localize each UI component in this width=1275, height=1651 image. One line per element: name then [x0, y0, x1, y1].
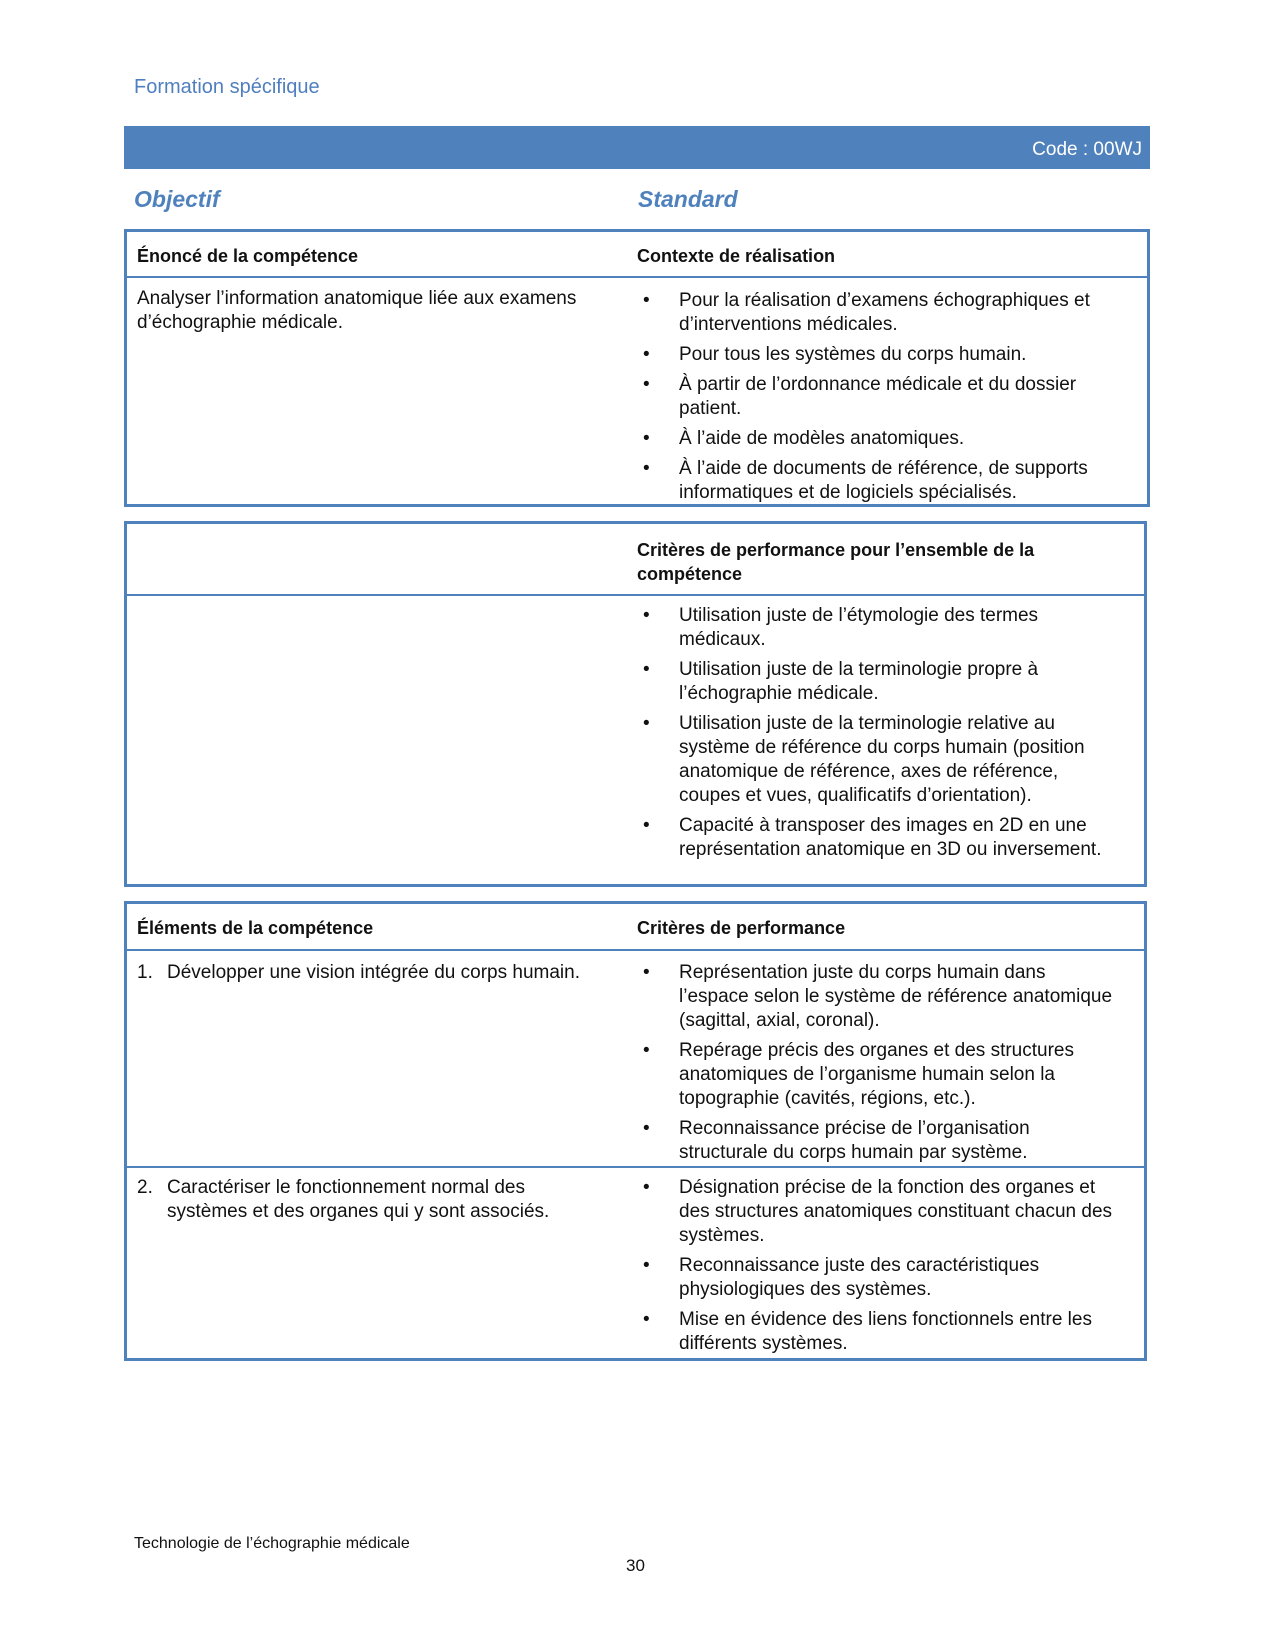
enonce-text: Analyser l’information anatomique liée aux examens d’échographie médicale. [137, 288, 577, 333]
bullet-text: Mise en évidence des liens fonctionnels entre les différents systèmes. [679, 1309, 1092, 1354]
criteres-row-2 [637, 1176, 1117, 1362]
bullet-item [637, 712, 1117, 808]
bullet-text: Utilisation juste de la terminologie propre à l’échographie médicale. [679, 659, 1039, 704]
bullet-item [637, 961, 1117, 1033]
enonce-header: Énoncé de la compétence [137, 246, 359, 266]
bullet-item [637, 658, 1117, 706]
standard-heading: Standard [638, 186, 738, 212]
bullet-text: À l’aide de modèles anatomiques. [679, 428, 965, 449]
bullet-item [637, 604, 1117, 652]
bullet-icon: • [643, 290, 650, 311]
bullet-text: Repérage précis des organes et des structures anatomiques de l’organisme humain selon la topographie (cavités, régions, etc.). [679, 1040, 1074, 1109]
bullet-list [637, 604, 1117, 862]
bullet-icon: • [643, 458, 650, 479]
bullet-list [637, 289, 1117, 505]
header-band [124, 126, 1150, 169]
bullet-icon: • [643, 1255, 650, 1276]
section-title: Formation spécifique [134, 76, 320, 98]
bullet-icon: • [643, 1118, 650, 1139]
bullet-text: À l’aide de documents de référence, de supports informatiques et de logiciels spécialisés. [679, 458, 1088, 503]
bullet-icon: • [643, 713, 650, 734]
element-1 [137, 961, 607, 985]
element-text: Développer une vision intégrée du corps humain. [167, 962, 580, 983]
element-2 [137, 1176, 607, 1224]
bullet-item [637, 289, 1117, 337]
bullet-item [637, 1117, 1117, 1165]
criteres-ensemble-header: Critères de performance pour l’ensemble de la compétence [637, 540, 1035, 584]
criteres-ensemble-list [637, 604, 1117, 868]
table-header [127, 232, 1147, 278]
element-number: 1. [137, 962, 153, 983]
bullet-item [637, 343, 1117, 367]
contexte-header: Contexte de réalisation [637, 246, 836, 266]
bullet-icon: • [643, 815, 650, 836]
objectif-heading: Objectif [134, 186, 220, 212]
bullet-text: Utilisation juste de la terminologie relative au système de référence du corps humain (position anatomique de référence, axes de référence, coupes et vues, qualificatifs d’orientation). [679, 713, 1085, 806]
bullet-icon: • [643, 1177, 650, 1198]
bullet-icon: • [643, 344, 650, 365]
bullet-icon: • [643, 374, 650, 395]
footer-program: Technologie de l’échographie médicale [134, 1535, 410, 1552]
bullet-list [637, 961, 1117, 1165]
bullet-item [637, 1176, 1117, 1248]
element-number: 2. [137, 1177, 153, 1198]
competence-code: Code : 00WJ [1032, 139, 1142, 160]
bullet-item [637, 1254, 1117, 1302]
bullet-text: Reconnaissance juste des caractéristiques physiologiques des systèmes. [679, 1255, 1040, 1300]
bullet-text: Pour la réalisation d’examens échographiques et d’interventions médicales. [679, 290, 1090, 335]
row-separator [127, 1166, 1144, 1168]
table-header [127, 524, 1144, 596]
bullet-item [637, 814, 1117, 862]
bullet-item [637, 427, 1117, 451]
bullet-item [637, 373, 1117, 421]
bullet-list [637, 1176, 1117, 1356]
bullet-item [637, 457, 1117, 505]
element-text: Caractériser le fonctionnement normal des systèmes et des organes qui y sont associés. [167, 1177, 550, 1222]
bullet-icon: • [643, 1309, 650, 1330]
bullet-text: À partir de l’ordonnance médicale et du dossier patient. [679, 374, 1077, 419]
elements-criteres-table [124, 901, 1147, 1361]
bullet-text: Capacité à transposer des images en 2D en une représentation anatomique en 3D ou inversement. [679, 815, 1102, 860]
enonce-contexte-table [124, 229, 1150, 507]
criteres-header: Critères de performance [637, 918, 846, 938]
elements-header: Éléments de la compétence [137, 918, 374, 938]
bullet-text: Utilisation juste de l’étymologie des termes médicaux. [679, 605, 1039, 650]
bullet-item [637, 1039, 1117, 1111]
bullet-text: Représentation juste du corps humain dans l’espace selon le système de référence anatomique (sagittal, axial, coronal). [679, 962, 1113, 1031]
page-number: 30 [626, 1556, 645, 1575]
bullet-icon: • [643, 1040, 650, 1061]
bullet-icon: • [643, 605, 650, 626]
bullet-text: Pour tous les systèmes du corps humain. [679, 344, 1027, 365]
bullet-icon: • [643, 962, 650, 983]
bullet-icon: • [643, 659, 650, 680]
bullet-text: Reconnaissance précise de l’organisation structurale du corps humain par système. [679, 1118, 1030, 1163]
contexte-list [637, 289, 1117, 511]
bullet-text: Désignation précise de la fonction des organes et des structures anatomiques constituant chacun des systèmes. [679, 1177, 1113, 1246]
criteres-row-1 [637, 961, 1117, 1171]
bullet-item [637, 1308, 1117, 1356]
table-header [127, 904, 1144, 951]
bullet-icon: • [643, 428, 650, 449]
criteres-ensemble-table [124, 521, 1147, 887]
